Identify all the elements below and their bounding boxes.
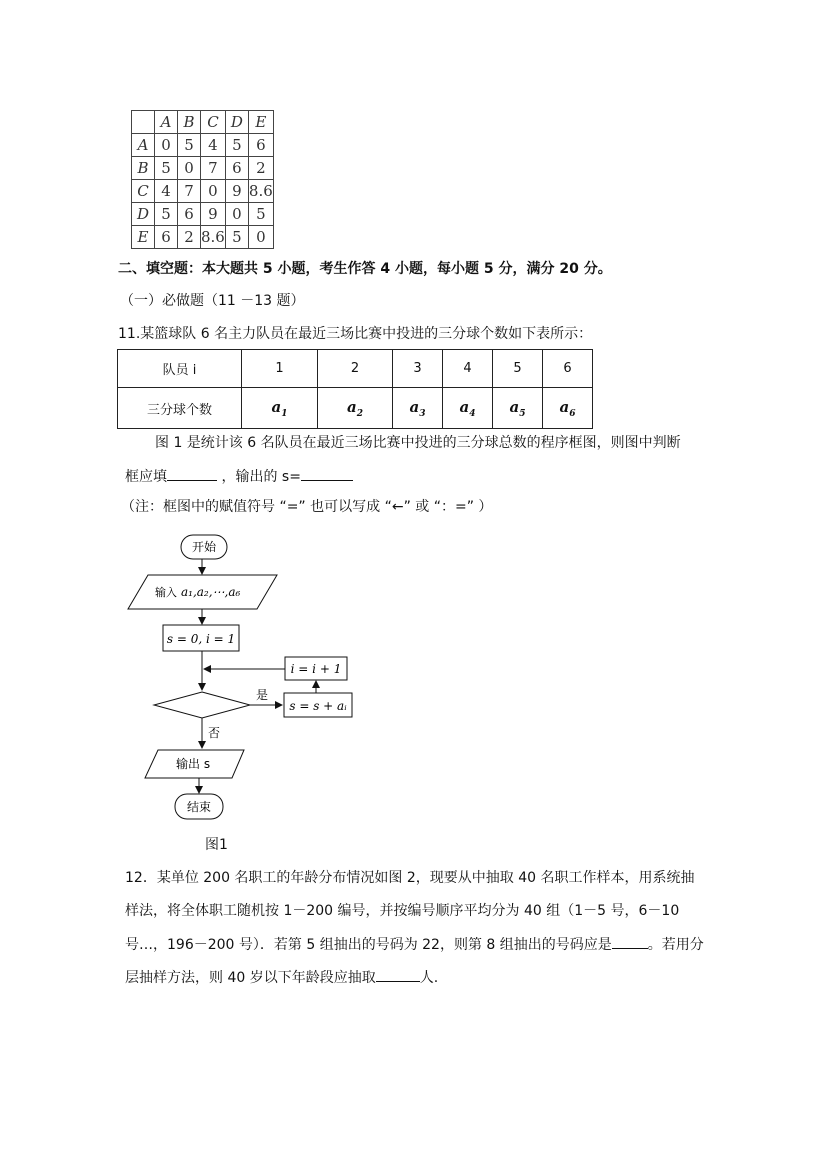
- yes-label: 是: [256, 688, 269, 702]
- output-label: 输出 s: [176, 757, 211, 771]
- variable-cell: [443, 388, 493, 429]
- table-cell: 5: [155, 203, 178, 226]
- q11-text-line2: [125, 466, 353, 486]
- q12-text-part: 。若用分: [647, 937, 704, 953]
- answer-blank: [301, 466, 353, 481]
- required-label: （一）必做题（11 －13 题）: [120, 293, 305, 309]
- no-label: 否: [208, 726, 221, 740]
- table-cell: 0: [178, 157, 201, 180]
- q11-text-line1: 图 1 是统计该 6 名队员在最近三场比赛中投进的三分球总数的程序框图，则图中判断: [155, 435, 681, 451]
- table-cell: 8.6: [248, 180, 273, 203]
- increment-label: i = i + 1: [290, 662, 342, 676]
- q11-text-part: 框应填: [125, 469, 167, 485]
- table-header-cell: D: [225, 111, 248, 134]
- table-cell: [132, 111, 155, 134]
- q11-text-part: ，输出的 s=: [221, 469, 301, 485]
- figure-caption: 图1: [205, 837, 228, 853]
- table-cell: 5: [493, 350, 543, 388]
- table-cell: 0: [155, 134, 178, 157]
- section-heading: 二、填空题：本大题共 5 小题，考生作答 4 小题，每小题 5 分，满分 20 分。: [118, 261, 612, 277]
- variable-cell: [242, 388, 318, 429]
- q11-note: （注：框图中的赋值符号 “=” 也可以写成 “←” 或 “：=” ）: [121, 499, 493, 515]
- table-cell: 4: [155, 180, 178, 203]
- row-header-cell: E: [132, 226, 155, 249]
- table-cell: 6: [248, 134, 273, 157]
- table-cell: 4: [443, 350, 493, 388]
- q12-line1: 12．某单位 200 名职工的年龄分布情况如图 2，现要从中抽取 40 名职工作样本，用系统抽: [125, 870, 695, 886]
- table-row: [132, 180, 274, 203]
- table-cell: 1: [242, 350, 318, 388]
- table-row: [132, 134, 274, 157]
- table-cell: 8.6: [201, 226, 226, 249]
- table-row: [132, 157, 274, 180]
- input-vars: a₁,a₂,⋯,a₆: [181, 585, 241, 599]
- table-cell: 5: [225, 134, 248, 157]
- table-cell: 0: [248, 226, 273, 249]
- q12-line2: 样法，将全体职工随机按 1－200 编号，并按编号顺序平均分为 40 组（1－5 号，6－10: [125, 903, 680, 919]
- answer-blank: [376, 967, 420, 982]
- row-header-cell: A: [132, 134, 155, 157]
- players-table: [117, 349, 593, 429]
- table-row: [118, 350, 593, 388]
- distance-table: [131, 110, 274, 249]
- var-sub: 6: [569, 408, 576, 419]
- table-cell: 6: [225, 157, 248, 180]
- table-cell: 4: [201, 134, 226, 157]
- q12-text-part: 人.: [419, 970, 439, 986]
- table-cell: 9: [225, 180, 248, 203]
- var-sub: 5: [519, 408, 526, 419]
- assign-label: s = s + aᵢ: [289, 699, 347, 713]
- input-label: 输入: [155, 586, 177, 599]
- table-cell: 6: [543, 350, 593, 388]
- q12-line4: [125, 967, 438, 987]
- var-base: a: [459, 397, 470, 416]
- table-cell: 5: [225, 226, 248, 249]
- table-cell: 0: [201, 180, 226, 203]
- table-cell: 6: [178, 203, 201, 226]
- table-cell: 6: [155, 226, 178, 249]
- table-row: [132, 226, 274, 249]
- table-cell: 7: [178, 180, 201, 203]
- variable-cell: [493, 388, 543, 429]
- table-row: [118, 388, 593, 429]
- var-base: a: [559, 397, 570, 416]
- distance-table-header: [132, 111, 274, 134]
- table-cell: 3: [393, 350, 443, 388]
- var-sub: 4: [469, 408, 476, 419]
- row-label: 队员 i: [118, 350, 242, 388]
- row-header-cell: B: [132, 157, 155, 180]
- var-base: a: [347, 397, 357, 416]
- q11-intro: 11.某篮球队 6 名主力队员在最近三场比赛中投进的三分球个数如下表所示：: [118, 326, 593, 342]
- var-base: a: [271, 397, 282, 416]
- variable-cell: [543, 388, 593, 429]
- start-label: 开始: [191, 540, 217, 554]
- row-header-cell: C: [132, 180, 155, 203]
- var-sub: 1: [281, 408, 288, 419]
- table-cell: 5: [155, 157, 178, 180]
- table-cell: 5: [178, 134, 201, 157]
- q12-text-part: 号…，196－200 号）．若第 5 组抽出的号码为 22，则第 8 组抽出的号码应是: [125, 937, 612, 953]
- decision-node: [154, 692, 250, 718]
- row-header-cell: D: [132, 203, 155, 226]
- table-cell: 2: [178, 226, 201, 249]
- table-cell: 2: [318, 350, 393, 388]
- q12-text-part: 层抽样方法，则 40 岁以下年龄段应抽取: [125, 970, 376, 986]
- init-label: s = 0, i = 1: [166, 632, 236, 646]
- var-sub: 3: [419, 408, 426, 419]
- table-cell: 9: [201, 203, 226, 226]
- table-cell: 0: [225, 203, 248, 226]
- table-cell: 2: [248, 157, 273, 180]
- q12-line3: [125, 934, 704, 954]
- row-label: 三分球个数: [118, 388, 242, 429]
- end-label: 结束: [186, 800, 212, 814]
- variable-cell: [318, 388, 393, 429]
- var-base: a: [409, 397, 420, 416]
- answer-blank: [612, 934, 648, 949]
- answer-blank: [167, 466, 217, 481]
- table-header-cell: C: [201, 111, 226, 134]
- table-row: [132, 203, 274, 226]
- table-header-cell: E: [248, 111, 273, 134]
- variable-cell: [393, 388, 443, 429]
- flowchart: [120, 530, 360, 830]
- table-header-cell: B: [178, 111, 201, 134]
- table-cell: 5: [248, 203, 273, 226]
- table-cell: 7: [201, 157, 226, 180]
- table-header-cell: A: [155, 111, 178, 134]
- var-base: a: [509, 397, 520, 416]
- var-sub: 2: [356, 408, 363, 419]
